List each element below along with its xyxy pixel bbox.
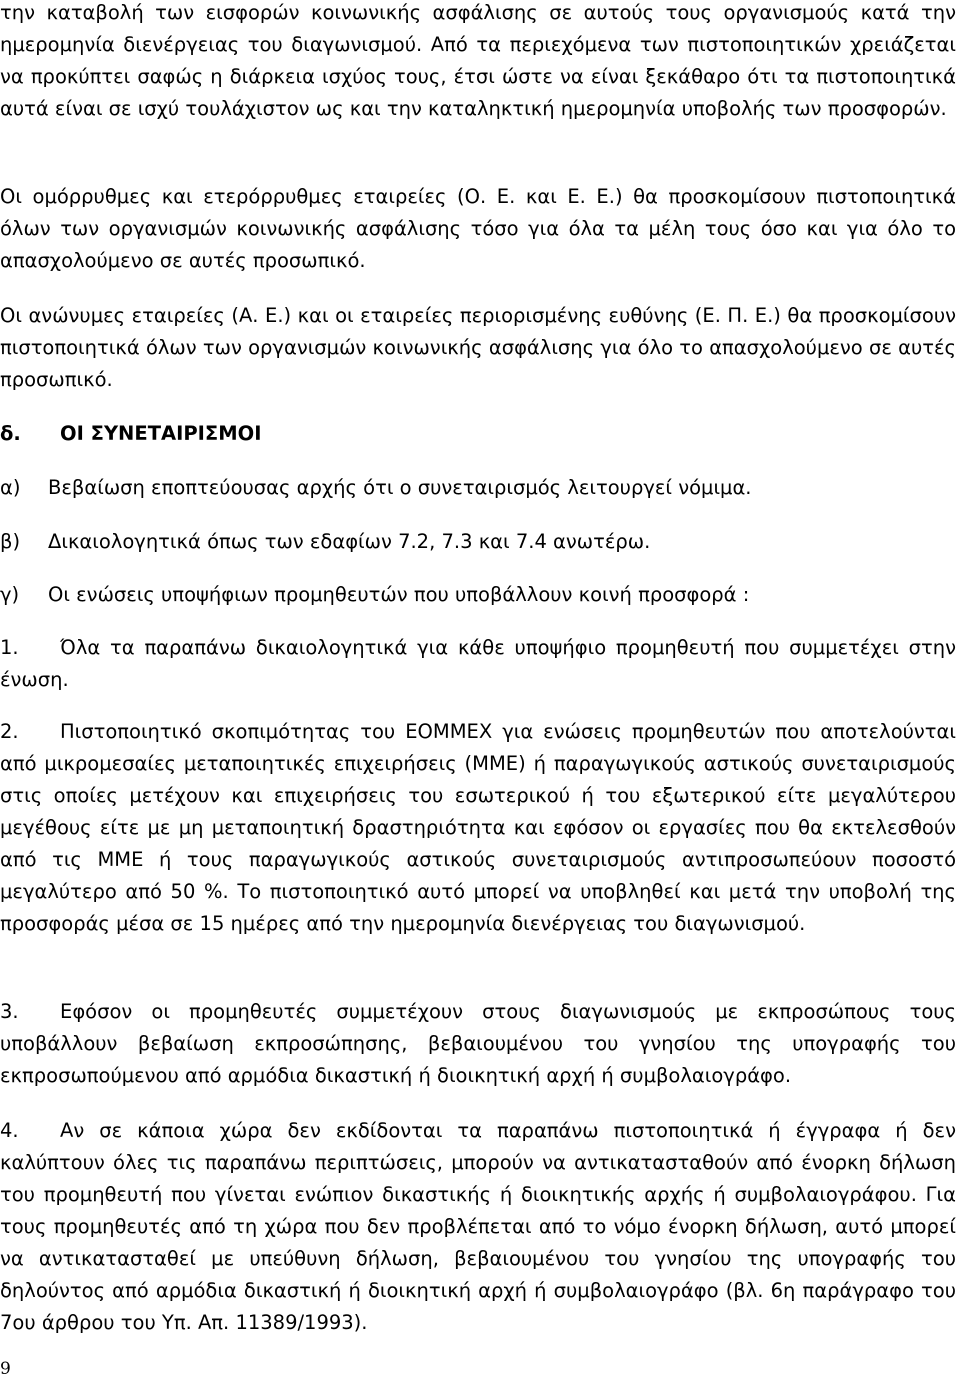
paragraph-number: 2. — [0, 720, 19, 743]
paragraph-text: Πιστοποιητικό σκοπιμότητας του ΕΟΜΜΕΧ για ενώσεις προμηθευτών που αποτελούνται από μικρομεσαίες μεταποιητικές επιχειρήσεις (ΜΜΕ) ή παραγωγικούς αστικούς συνεταιρισμούς στις οποίες μετέχουν και επιχειρήσεις του εσωτερικού ή του εξωτερικού είτε μεγαλύτερου μεγέθους είτε με μη μεταποιητική δραστηριότητα και εφόσον οι εργασίες που θα εκτελεσθούν από τις ΜΜΕ ή τους παραγωγικούς αστικούς συνεταιρισμούς αντιπροσωπεύουν ποσοστό μεγαλύτερο από 50 %. Το πιστοποιητικό αυτό μπορεί να υποβληθεί και μετά την υποβολή της προσφοράς μέσα σε 15 ημέρες από την ημερομηνία διενέργειας του διαγωνισμού. — [0, 720, 956, 935]
section-heading — [0, 418, 261, 450]
list-item — [0, 526, 956, 558]
list-item-text: Οι ενώσεις υποψήφιων προμηθευτών που υποβάλλουν κοινή προσφορά : — [48, 583, 750, 606]
paragraph-text: Εφόσον οι προμηθευτές συμμετέχουν στους διαγωνισμούς με εκπροσώπους τους υποβάλλουν βεβαίωση εκπροσώπησης, βεβαιουμένου του γνησίου της υπογραφής του εκπροσωπούμενου από αρμόδια δικαστική ή διοικητική αρχή ή συμβολαιογράφο. — [0, 1000, 956, 1087]
numbered-paragraph — [0, 632, 956, 696]
numbered-paragraph — [0, 1115, 956, 1339]
list-item-text: Δικαιολογητικά όπως των εδαφίων 7.2, 7.3 και 7.4 ανωτέρω. — [48, 530, 651, 553]
list-marker: β) — [0, 530, 21, 553]
paragraph-social-security-certificates: την καταβολή των εισφορών κοινωνικής ασφάλισης σε αυτούς τους οργανισμούς κατά την ημερομηνία διενέργειας του διαγωνισμού. Από τα περιεχόμενα των πιστοποιητικών χρειάζεται να προκύπτει σαφώς η διάρκεια ισχύος τους, έτσι ώστε να είναι ξεκάθαρο ότι τα πιστοποιητικά αυτά είναι σε ισχύ τουλάχιστον ως και την καταληκτική ημερομηνία υποβολής των προσφορών. — [0, 1, 956, 120]
numbered-paragraph — [0, 996, 956, 1092]
numbered-paragraph — [0, 716, 956, 940]
paragraph-number: 3. — [0, 1000, 19, 1023]
list-marker: α) — [0, 476, 21, 499]
paragraph-text: Αν σε κάποια χώρα δεν εκδίδονται τα παραπάνω πιστοποιητικά ή έγγραφα ή δεν καλύπτουν όλες τις παραπάνω περιπτώσεις, μπορούν να αντικατασταθούν από ένορκη δήλωση του προμηθευτή που γίνεται ενώπιον δικαστικής ή διοικητικής αρχής ή συμβολαιογράφου. Για τους προμηθευτές από τη χώρα που δεν προβλέπεται από το νόμο ένορκη δήλωση, αυτό μπορεί να αντικατασταθεί με υπεύθυνη δήλωση, βεβαιουμένου του γνησίου της υπογραφής του δηλούντος από αρμόδια δικαστική ή διοικητική αρχή ή συμβολαιογράφο (βλ. 6η παράγραφο του 7ου άρθρου του Υπ. Απ. 11389/1993). — [0, 1119, 956, 1334]
section-title: ΟΙ ΣΥΝΕΤΑΙΡΙΣΜΟΙ — [60, 422, 262, 445]
paragraph-number: 4. — [0, 1119, 19, 1142]
page-number: 9 — [0, 1359, 11, 1379]
section-number: δ. — [0, 422, 21, 445]
list-item — [0, 579, 956, 611]
list-item-text: Βεβαίωση εποπτεύουσας αρχής ότι ο συνεταιρισμός λειτουργεί νόμιμα. — [48, 476, 752, 499]
paragraph-text: Όλα τα παραπάνω δικαιολογητικά για κάθε υποψήφιο προμηθευτή που συμμετέχει στην ένωση. — [0, 636, 956, 691]
paragraph-corporations: Οι ανώνυμες εταιρείες (Α. Ε.) και οι εταιρείες περιορισμένης ευθύνης (Ε. Π. Ε.) θα προσκομίσουν πιστοποιητικά όλων των οργανισμών κοινωνικής ασφάλισης για όλο το απασχολούμενο σε αυτές προσωπικό. — [0, 304, 956, 391]
paragraph-partnerships: Οι ομόρρυθμες και ετερόρρυθμες εταιρείες (Ο. Ε. και Ε. Ε.) θα προσκομίσουν πιστοποιητικά όλων των οργανισμών κοινωνικής ασφάλισης τόσο για όλα τα μέλη τους όσο και για όλο το απασχολούμενο σε αυτές προσωπικό. — [0, 185, 956, 272]
list-item — [0, 472, 956, 504]
list-marker: γ) — [0, 583, 20, 606]
paragraph-number: 1. — [0, 636, 19, 659]
